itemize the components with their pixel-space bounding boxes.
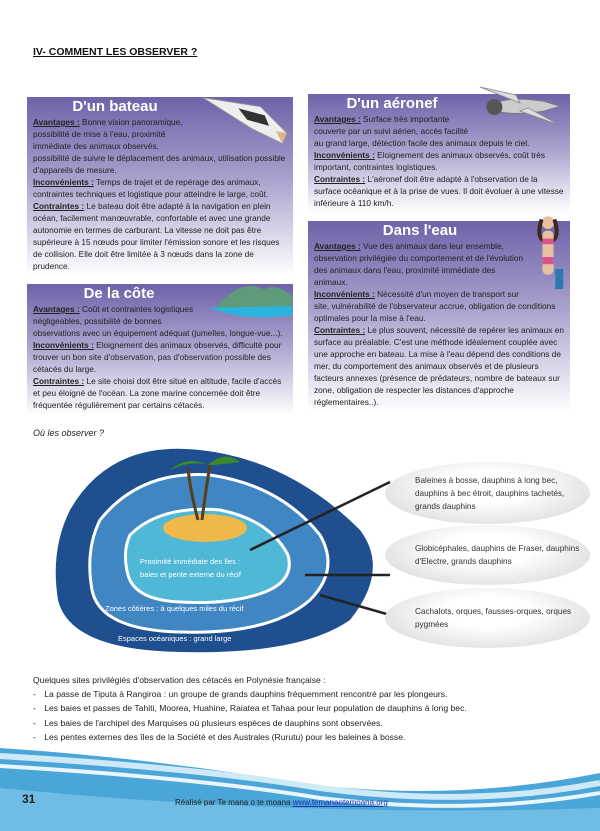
zone-label-outer: Espaces océaniques : grand large bbox=[118, 634, 232, 643]
section-boat bbox=[27, 97, 293, 276]
section-heading: IV- COMMENT LES OBSERVER ? bbox=[33, 46, 198, 58]
sites-intro: Quelques sites privilégiés d'observation des cétacés en Polynésie française : bbox=[33, 675, 326, 685]
site-item: - Les baies et passes de Tahiti, Moorea, Huahine, Raiatea et Tahaa pour leur population de dauphins à long bec. bbox=[33, 701, 467, 715]
sites-list bbox=[33, 673, 467, 744]
label-advantages: Avantages : bbox=[33, 304, 80, 314]
species-bubble-3: Cachalots, orques, fausses-orques, orques pygmées bbox=[385, 588, 590, 648]
label-drawbacks: Inconvénients : bbox=[314, 150, 375, 160]
zone-label-middle: Zones côtières : à quelques miles du récif bbox=[105, 604, 244, 613]
drawbacks-text: Eloignement des animaux observés, coût très important, contraintes logistiques. bbox=[314, 150, 546, 172]
section-coast bbox=[27, 284, 293, 415]
advantages-text: Bonne vision panoramique, possibilité de mise à l'eau, proximité immédiate des animaux observés, possibilité de suivre le déplacement des animaux, utilisation possible d'appareils de mesure. bbox=[33, 117, 286, 175]
constraints-text: Le site choisi doit être situé en altitude, facile d'accès et peu éloigné de l'océan. La zone marine concernée doit être fréquentée régulièrement par certains cétacés. bbox=[33, 376, 282, 410]
site-item: - Les pentes externes des îles de la Société et des Australes (Rurutu) pour les baleines à bosse. bbox=[33, 730, 467, 744]
aircraft-image bbox=[472, 86, 568, 128]
site-item: - La passe de Tiputa à Rangiroa : un groupe de grands dauphins fréquemment rencontré par les plongeurs. bbox=[33, 687, 467, 701]
section-title: Dans l'eau bbox=[382, 222, 458, 239]
label-constraints: Contraintes : bbox=[314, 174, 366, 184]
label-constraints: Contraintes : bbox=[33, 376, 85, 386]
website-link[interactable]: www.temanaotemoana.org bbox=[292, 798, 388, 807]
species-bubble-2: Globicéphales, dauphins de Fraser, dauphins d'Electre, grands dauphins bbox=[385, 525, 590, 585]
swimmer-image bbox=[528, 211, 568, 295]
zone-label-inner: Proximité immédiate des îles : baies et pente externe du récif bbox=[140, 557, 241, 579]
label-advantages: Avantages : bbox=[314, 114, 361, 124]
coast-image bbox=[207, 278, 293, 320]
label-constraints: Contraintes : bbox=[314, 325, 366, 335]
constraints-text: Le plus souvent, nécessité de repérer les animaux en surface au préalable. C'est une méthode idéalement couplée avec une approche en bateau. La mise à l'eau dépend des conditions de mer, du comportement des animaux observés et de plusieurs facteurs annexes (présence de prédateurs, nombre de bateaux sur zone, obligation de respecter les distances d'approche réglementaires..). bbox=[314, 325, 564, 407]
label-drawbacks: Inconvénients : bbox=[33, 177, 94, 187]
label-constraints: Contraintes : bbox=[33, 201, 85, 211]
advantages-text: Vue des animaux dans leur ensemble, observation privilégiée du comportement et de l'évolution des animaux dans l'eau, proximité immédiate des animaux. bbox=[314, 241, 524, 287]
drawbacks-text: Eloignement des animaux observés, difficulté pour trouver un bon site d'observation, pas d'observation possible des cétacés du large. bbox=[33, 340, 282, 374]
constraints-text: Le bateau doit être adapté à la navigation en plein océan, facilement manœuvrable, confortable et avec une grande autonomie en termes de carburant. La vitesse ne doit pas être supérieure à 15 nœuds pour limiter l'émission sonore et les risques de collision. Elle doit être limitée à 3 nœuds dans la zone de prudence. bbox=[33, 201, 280, 271]
label-drawbacks: Inconvénients : bbox=[33, 340, 94, 350]
diagram-title: Où les observer ? bbox=[33, 428, 105, 438]
section-aircraft bbox=[308, 94, 570, 213]
label-drawbacks: Inconvénients : bbox=[314, 289, 375, 299]
section-title: D'un bateau bbox=[72, 98, 158, 115]
constraints-text: L'aéronef doit être adapté à l'observation de la surface océanique et à la prise de vues. Il doit évoluer à une vitesse inférieure à 110 km/h. bbox=[314, 174, 564, 208]
site-item: - Les baies de l'archipel des Marquises où plusieurs espèces de dauphins sont observées. bbox=[33, 716, 467, 730]
section-title: D'un aéronef bbox=[346, 95, 438, 112]
species-bubble-1: Baleines à bosse, dauphins à long bec, dauphins à bec étroit, dauphins tachetés, grands dauphins bbox=[385, 462, 590, 524]
right-column bbox=[308, 94, 570, 412]
credit-line bbox=[175, 798, 388, 807]
drawbacks-text: Temps de trajet et de repérage des animaux, contraintes techniques et logistique pour atteindre le large, coût. bbox=[33, 177, 269, 199]
advantages-text: Surface très importante couverte par un suivi aérien, accès facilité au grand large, détection facile des animaux depuis le ciel. bbox=[314, 114, 530, 148]
island bbox=[163, 514, 247, 542]
drawbacks-text: Nécessité d'un moyen de transport sur site, vulnérabilité de l'observateur accrue, obligation de conditions optimales pour la mise à l'eau. bbox=[314, 289, 556, 323]
section-in-water bbox=[308, 221, 570, 412]
footer-waves bbox=[0, 748, 600, 831]
page-number: 31 bbox=[22, 792, 36, 806]
label-advantages: Avantages : bbox=[33, 117, 80, 127]
left-column bbox=[27, 97, 293, 415]
boat-image bbox=[199, 89, 291, 147]
section-title: De la côte bbox=[83, 285, 155, 302]
credit-text: Réalisé par Te mana o te moana bbox=[175, 798, 293, 807]
label-advantages: Avantages : bbox=[314, 241, 361, 251]
advantages-text: Coût et contraintes logistiques négligeables, possibilité de bonnes observations avec un équipement adéquat (jumelles, longue-vue...). bbox=[33, 304, 283, 338]
